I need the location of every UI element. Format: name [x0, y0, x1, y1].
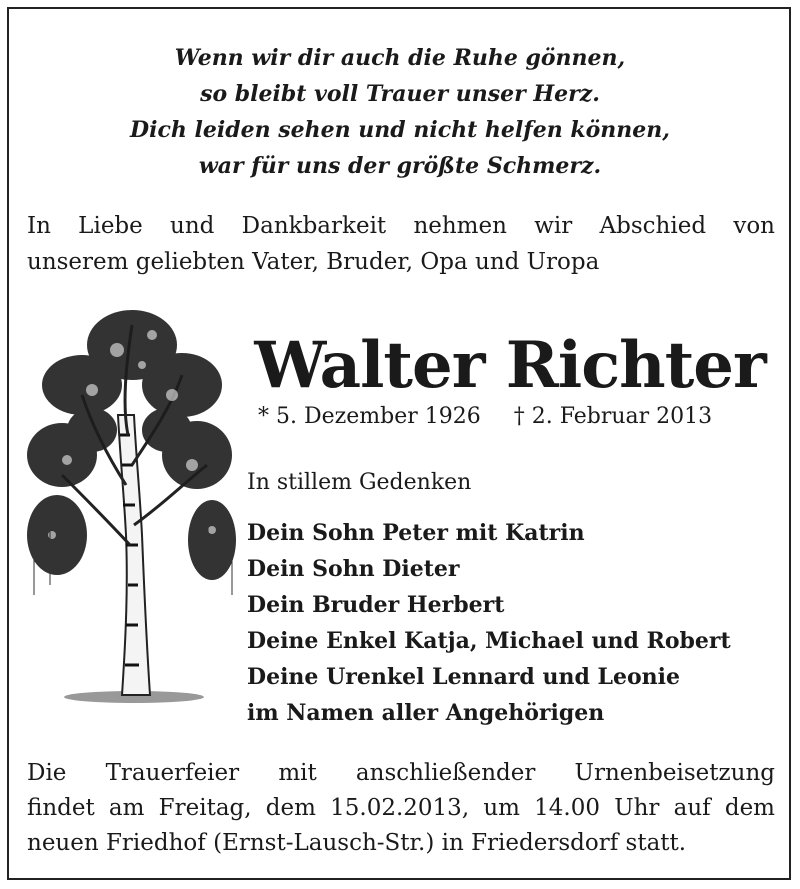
intro-line: unserem geliebten Vater, Bruder, Opa und Uropa	[27, 249, 600, 275]
birth-date: * 5. Dezember 1926	[258, 404, 481, 429]
mourner-entry: Dein Bruder Herbert	[247, 592, 505, 618]
poem-line: so bleibt voll Trauer unser Herz.	[200, 81, 600, 107]
poem-line: Dich leiden sehen und nicht helfen können,	[130, 117, 670, 143]
mourner-entry: Dein Sohn Peter mit Katrin	[247, 520, 585, 546]
funeral-notice	[27, 756, 775, 861]
mourner-entry: Deine Enkel Katja, Michael und Robert	[247, 628, 731, 654]
funeral-line: Die Trauerfeier mit anschließender Urnenbeisetzung	[27, 760, 775, 786]
intro-line: In Liebe und Dankbarkeit nehmen wir Abschied von	[27, 213, 775, 239]
poem-line: Wenn wir dir auch die Ruhe gönnen,	[174, 45, 626, 71]
farewell-intro	[27, 208, 775, 280]
poem-line: war für uns der größte Schmerz.	[198, 153, 602, 179]
funeral-line: findet am Freitag, dem 15.02.2013, um 14.00 Uhr auf dem	[27, 795, 775, 821]
birch-tree-icon	[22, 305, 237, 710]
death-date: † 2. Februar 2013	[513, 404, 713, 429]
deceased-name: Walter Richter	[254, 328, 766, 403]
mourners-list	[247, 515, 731, 731]
mourner-entry: Deine Urenkel Lennard und Leonie	[247, 664, 680, 690]
mourner-entry: im Namen aller Angehörigen	[247, 700, 605, 726]
memory-line: In stillem Gedenken	[247, 470, 472, 495]
memorial-poem	[0, 40, 800, 184]
funeral-line: neuen Friedhof (Ernst-Lausch-Str.) in Friedersdorf statt.	[27, 830, 687, 856]
mourner-entry: Dein Sohn Dieter	[247, 556, 460, 582]
life-dates	[258, 402, 770, 432]
